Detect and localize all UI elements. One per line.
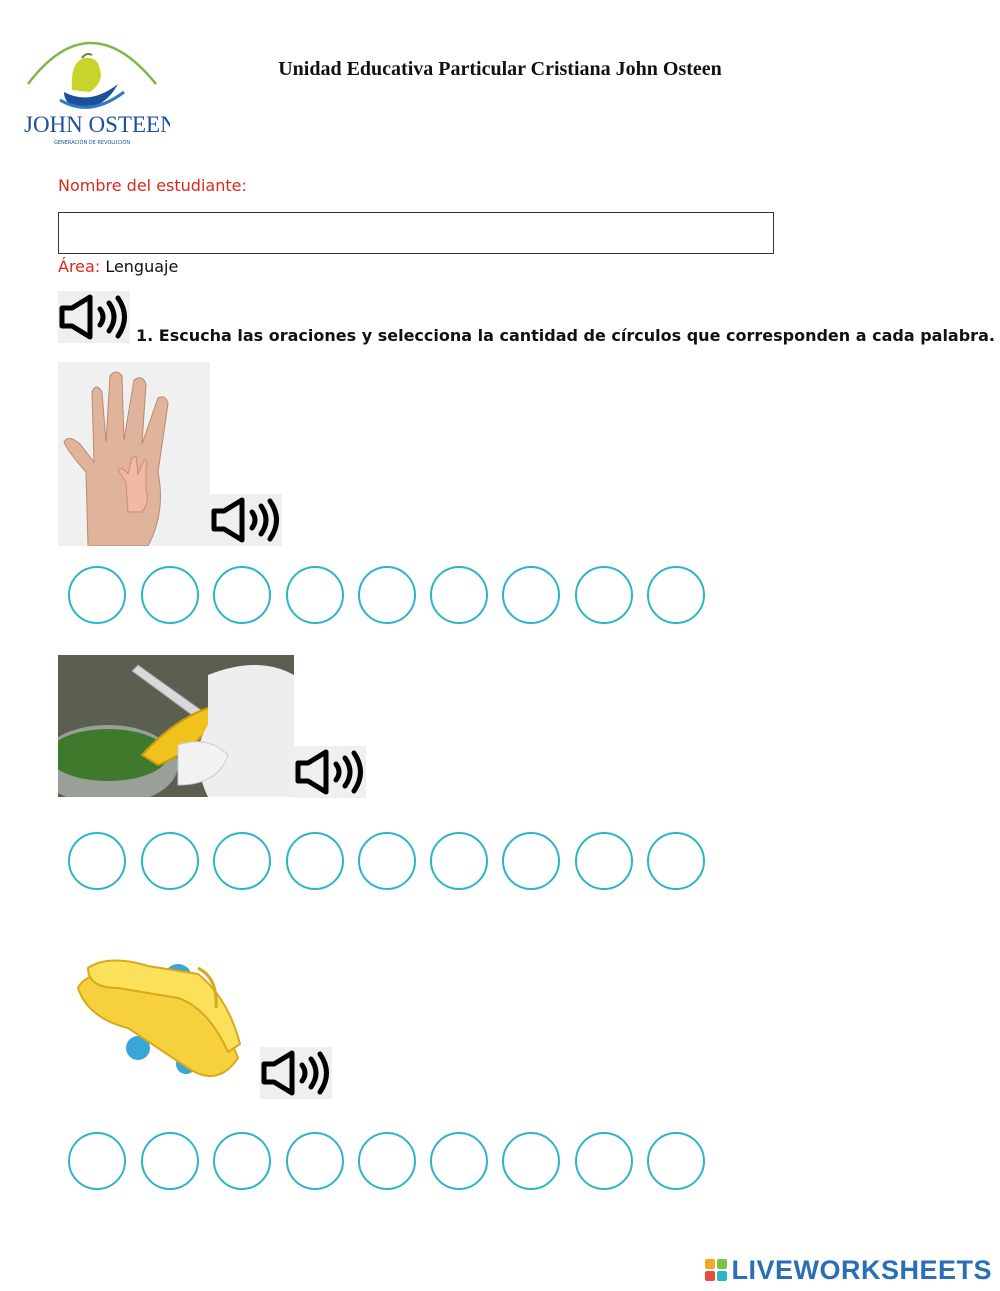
answer-circle[interactable] (141, 1132, 199, 1190)
answer-circle[interactable] (575, 1132, 633, 1190)
answer-circle[interactable] (286, 566, 344, 624)
instruction-text: 1. Escucha las oraciones y selecciona la cantidad de círculos que corresponden a cada palabra. (136, 326, 995, 345)
instruction-speaker-icon[interactable] (58, 291, 130, 343)
answer-circle[interactable] (575, 832, 633, 890)
answer-circle[interactable] (141, 566, 199, 624)
student-name-field[interactable] (58, 212, 774, 254)
answer-circle[interactable] (68, 832, 126, 890)
answer-circle[interactable] (68, 566, 126, 624)
answer-circle[interactable] (575, 566, 633, 624)
answer-circle[interactable] (502, 1132, 560, 1190)
school-title: Unidad Educativa Particular Cristiana John Osteen (278, 58, 722, 80)
answer-circle[interactable] (68, 1132, 126, 1190)
answer-circle[interactable] (358, 566, 416, 624)
student-name-label: Nombre del estudiante: (58, 176, 247, 195)
answer-circle[interactable] (213, 566, 271, 624)
answer-circle[interactable] (213, 1132, 271, 1190)
answer-circle[interactable] (286, 1132, 344, 1190)
item1-speaker-icon[interactable] (210, 494, 282, 546)
area-label: Área: (58, 257, 101, 276)
answer-circle[interactable] (430, 832, 488, 890)
item2-speaker-icon[interactable] (294, 746, 366, 798)
liveworksheets-brand-text: LIVEWORKSHEETS (731, 1254, 992, 1285)
answer-circle[interactable] (647, 1132, 705, 1190)
area-row (58, 257, 178, 276)
answer-circle[interactable] (430, 566, 488, 624)
answer-circle[interactable] (213, 832, 271, 890)
area-value: Lenguaje (105, 257, 179, 276)
banana-peeling-image (58, 655, 294, 797)
item3-speaker-icon[interactable] (260, 1047, 332, 1099)
logo-text: JOHN OSTEEN (24, 112, 170, 137)
answer-circle[interactable] (502, 832, 560, 890)
hand-image (58, 362, 210, 546)
school-logo (20, 22, 170, 152)
liveworksheets-logo[interactable] (705, 1254, 992, 1286)
logo-tagline: GENERACIÓN DE REVOLUCIÓN (54, 140, 131, 146)
answer-circle[interactable] (647, 832, 705, 890)
liveworksheets-squares-icon (705, 1259, 727, 1281)
answer-circle[interactable] (430, 1132, 488, 1190)
answer-circle[interactable] (502, 566, 560, 624)
answer-circle[interactable] (647, 566, 705, 624)
clapping-hands-image (68, 948, 248, 1088)
answer-circle[interactable] (286, 832, 344, 890)
answer-circle[interactable] (141, 832, 199, 890)
answer-circle[interactable] (358, 832, 416, 890)
answer-circle[interactable] (358, 1132, 416, 1190)
